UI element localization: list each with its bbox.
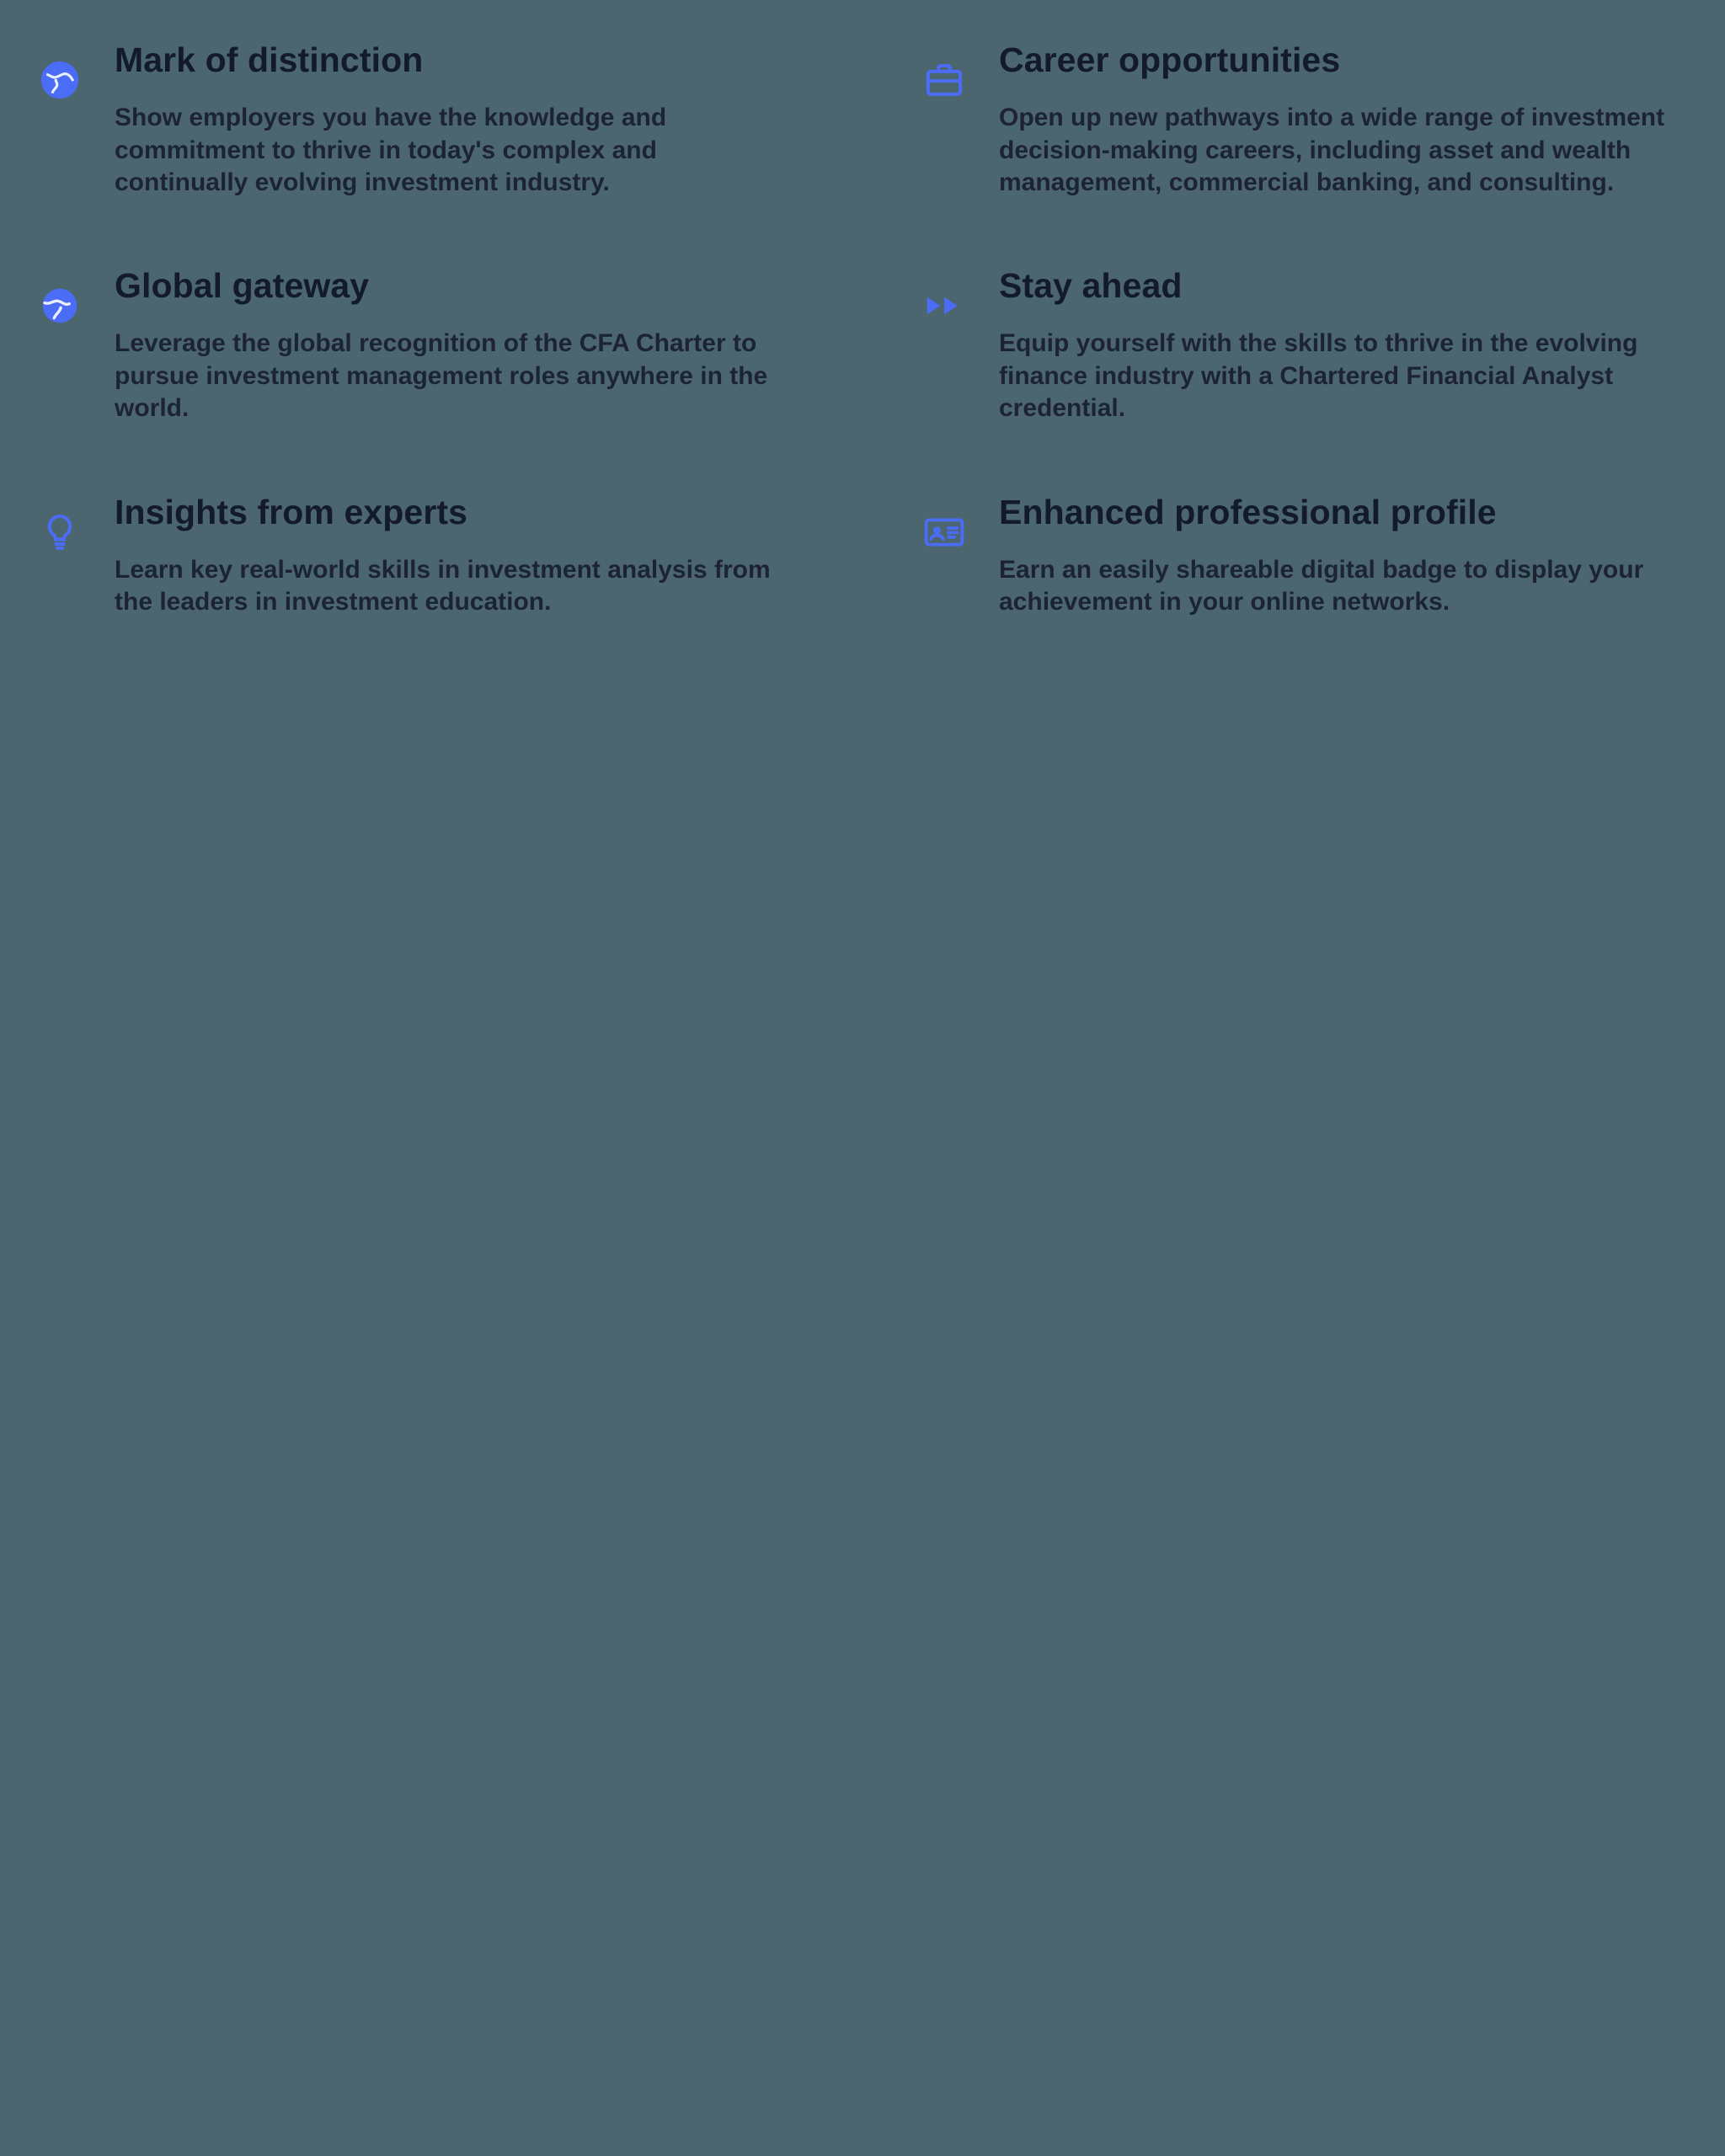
benefit-text: Equip yourself with the skills to thrive in the evolving finance industry with a Chartered Financial Analyst credential. xyxy=(999,329,1638,423)
benefit-body xyxy=(115,40,825,199)
benefit-body xyxy=(999,493,1710,619)
benefit-text: Leverage the global recognition of the CFA Charter to pursue investment management roles anywhere in the world. xyxy=(115,329,768,423)
benefit-item xyxy=(918,266,1710,424)
fast-forward-icon xyxy=(918,280,970,332)
benefit-title: Career opportunities xyxy=(999,40,1341,79)
id-badge-icon xyxy=(918,506,970,558)
benefit-item xyxy=(34,266,825,424)
benefit-item xyxy=(918,40,1710,199)
benefit-title: Stay ahead xyxy=(999,266,1183,306)
benefit-item xyxy=(34,493,825,619)
benefit-item xyxy=(34,40,825,199)
briefcase-icon xyxy=(918,54,970,106)
globe-gateway-icon xyxy=(34,280,86,332)
globe-americas-icon xyxy=(34,54,86,106)
benefit-body xyxy=(999,266,1710,424)
benefit-title: Insights from experts xyxy=(115,492,468,531)
benefit-title: Enhanced professional profile xyxy=(999,492,1497,531)
benefit-body xyxy=(115,493,825,619)
benefit-item xyxy=(918,493,1710,619)
benefit-text: Earn an easily shareable digital badge to display your achievement in your online networks. xyxy=(999,555,1644,616)
benefits-grid xyxy=(34,40,1710,619)
benefit-title: Global gateway xyxy=(115,266,370,306)
benefit-title: Mark of distinction xyxy=(115,40,424,79)
lightbulb-icon xyxy=(34,506,86,558)
benefit-body xyxy=(999,40,1710,199)
benefit-text: Learn key real-world skills in investment analysis from the leaders in investment education. xyxy=(115,555,771,616)
benefit-body xyxy=(115,266,825,424)
benefit-text: Open up new pathways into a wide range of investment decision-making careers, including asset and wealth management, commercial banking, and consulting. xyxy=(999,104,1665,196)
benefit-text: Show employers you have the knowledge and commitment to thrive in today's complex and continually evolving investment industry. xyxy=(115,104,667,196)
